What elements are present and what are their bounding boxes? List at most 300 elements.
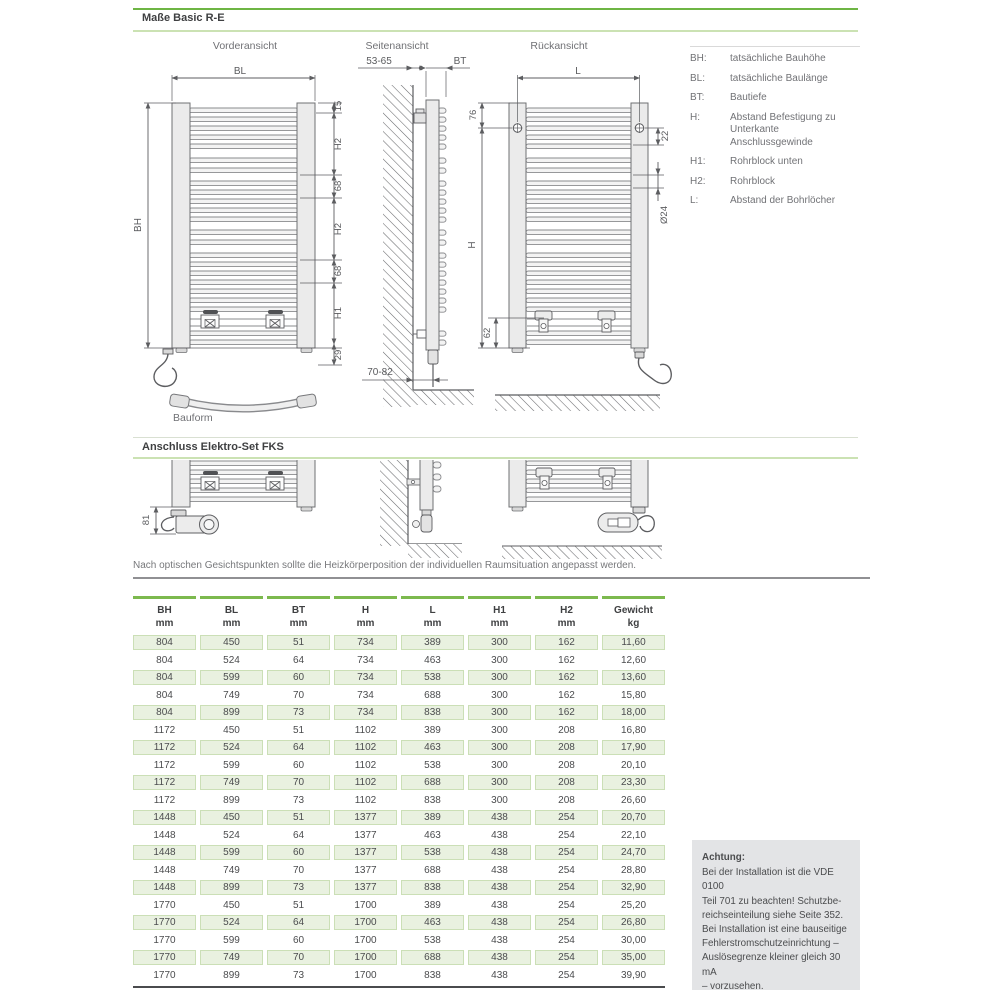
legend-key: BT: [690,92,705,103]
column-label: Gewicht [614,604,653,616]
table-cell: 26,60 [602,793,665,808]
table-cell: 11,60 [602,635,665,650]
anschluss-bottom-rule [133,457,858,459]
table-cell: 1448 [133,810,196,825]
electro-set-knob-inner [204,520,214,530]
table-cell: 254 [535,863,598,878]
table-cell: 389 [401,898,464,913]
table-cell: 1448 [133,863,196,878]
column-label: L [429,604,436,616]
masse-top-rule [133,8,858,10]
dim-label-bh: BH [133,218,144,232]
table-cell: 20,70 [602,810,665,825]
table-bottom-rule [133,986,665,988]
dim-label-81: 81 [141,514,152,526]
table-cell: 838 [401,705,464,720]
table-cell: 60 [267,758,330,773]
table-cell: 1172 [133,775,196,790]
dim-arrow [656,188,661,195]
column-header [133,602,196,633]
table-cell: 1770 [133,950,196,965]
table-cell: 1172 [133,740,196,755]
table-cell: 35,00 [602,950,665,965]
rear-view-title: Rückansicht [530,40,588,52]
column-header [602,602,665,633]
table-cell: 438 [468,828,531,843]
column-unit: mm [356,617,375,629]
table-cell: 538 [401,670,464,685]
table-cell: 450 [200,810,263,825]
table-cell: 804 [133,670,196,685]
table-cell: 20,10 [602,758,665,773]
dim-label-62: 62 [482,327,493,339]
side-heating-element [428,350,438,364]
side-view-title: Seitenansicht [365,40,429,52]
legend-key: H1: [690,156,706,167]
table-cell: 64 [267,828,330,843]
side-collector [426,100,439,350]
wall-anchor [203,310,218,314]
table-cell: 70 [267,863,330,878]
front-left-collector [172,103,190,348]
table-cell: 1172 [133,758,196,773]
table-cell: 438 [468,968,531,983]
table-cell: 51 [267,635,330,650]
warning-line: – vorzusehen. [702,980,764,992]
warning-text [702,866,850,994]
legend-desc: tatsächliche Bauhöhe [730,53,826,64]
table-cell: 438 [468,810,531,825]
table-cell: 162 [535,653,598,668]
column-header [535,602,598,633]
table-cell: 60 [267,933,330,948]
table-cell: 538 [401,845,464,860]
table-cell: 13,60 [602,670,665,685]
table-cell: 1700 [334,968,397,983]
column-header [334,602,397,633]
table-top-bar [334,596,397,599]
dim-label-h2: H2 [333,137,344,151]
column-unit: kg [627,617,640,629]
dim-arrow [446,66,453,71]
table-cell: 28,80 [602,863,665,878]
table-cell: 300 [468,758,531,773]
table-cell: 26,80 [602,915,665,930]
table-cell: 463 [401,740,464,755]
table-cell: 254 [535,950,598,965]
legend-desc: tatsächliche Baulänge [730,72,828,84]
position-note: Nach optischen Gesichtspunkten sollte die Heizkörperposition der individuellen Raumsituation angepasst werden. [133,560,637,571]
front-bracket [266,315,284,328]
masse-section-title: Maße Basic R-E [142,12,225,24]
table-cell: 30,00 [602,933,665,948]
dim-label-68: 68 [333,180,344,192]
table-cell: 438 [468,863,531,878]
table-cell: 749 [200,688,263,703]
dim-label-70-82: 70-82 [367,367,393,378]
table-cell: 524 [200,653,263,668]
table-cell: 254 [535,898,598,913]
table-cell: 524 [200,740,263,755]
table-cell: 599 [200,758,263,773]
wall-hatch [383,85,413,407]
warning-line: Teil 701 zu beachten! Schutzbe- [702,895,842,907]
table-cell: 1770 [133,933,196,948]
power-cable [161,517,174,531]
column-unit: mm [222,617,241,629]
table-top-bar [468,596,531,599]
table-top-bar [602,596,665,599]
warning-line: Fehlerstromschutzeinrichtung – [702,938,839,950]
masse-bottom-rule [133,30,858,32]
column-unit: mm [490,617,509,629]
column-label: BH [157,604,172,616]
table-cell: 389 [401,810,464,825]
column-unit: mm [557,617,576,629]
table-cell: 162 [535,688,598,703]
table-cell: 599 [200,845,263,860]
table-top-bar [535,596,598,599]
table-cell: 524 [200,915,263,930]
table-cell: 838 [401,793,464,808]
table-cell: 899 [200,880,263,895]
table-cell: 25,20 [602,898,665,913]
dimension-table-grid [133,596,665,983]
collector-cap [176,348,187,353]
table-cell: 1770 [133,915,196,930]
table-cell: 208 [535,775,598,790]
fks-rear-fragment [502,460,662,559]
table-cell: 1172 [133,793,196,808]
legend-desc: Abstand Befestigung zu Unterkante Anschlussgewinde [730,111,836,148]
table-cell: 1172 [133,723,196,738]
side-valve [414,109,426,123]
dim-label-h1: H1 [333,306,344,320]
table-cell: 734 [334,653,397,668]
table-cell: 438 [468,845,531,860]
rear-left-collector [509,103,526,348]
column-header [468,602,531,633]
dim-label-68: 68 [333,265,344,277]
table-cell: 1700 [334,915,397,930]
table-cell: 254 [535,968,598,983]
column-unit: mm [423,617,442,629]
table-cell: 39,90 [602,968,665,983]
table-top-bar [401,596,464,599]
column-header [267,602,330,633]
table-cell: 18,00 [602,705,665,720]
table-cell: 1102 [334,758,397,773]
rear-view-drawing [467,66,671,411]
table-cell: 734 [334,670,397,685]
table-cell: 899 [200,968,263,983]
table-cell: 73 [267,705,330,720]
table-cell: 734 [334,705,397,720]
table-cell: 254 [535,880,598,895]
table-cell: 12,60 [602,653,665,668]
table-cell: 804 [133,688,196,703]
column-header [401,602,464,633]
rear-right-collector [631,103,648,348]
table-cell: 688 [401,688,464,703]
table-cell: 734 [334,688,397,703]
table-cell: 254 [535,933,598,948]
column-label: BT [291,604,306,616]
table-cell: 438 [468,898,531,913]
table-cell: 749 [200,863,263,878]
cable-gland [163,349,173,354]
table-cell: 300 [468,670,531,685]
table-cell: 804 [133,653,196,668]
table-cell: 60 [267,670,330,685]
table-cell: 254 [535,845,598,860]
table-cell: 64 [267,653,330,668]
table-cell: 51 [267,723,330,738]
table-cell: 450 [200,898,263,913]
table-cell: 51 [267,898,330,913]
column-label: BL [224,604,239,616]
table-cell: 64 [267,740,330,755]
table-cell: 1102 [334,723,397,738]
dimension-drawing [130,35,680,433]
note-rule [133,577,870,579]
fks-side-fragment [380,460,462,558]
table-cell: 1102 [334,775,397,790]
column-unit: mm [155,617,174,629]
floor-hatch [495,395,660,411]
table-cell: 688 [401,950,464,965]
table-cell: 524 [200,828,263,843]
floor-hatch [502,546,662,559]
power-cable [638,358,671,383]
table-cell: 438 [468,950,531,965]
table-cell: 1770 [133,968,196,983]
table-cell: 300 [468,635,531,650]
table-cell: 463 [401,915,464,930]
table-cell: 1448 [133,845,196,860]
front-rungs [189,108,298,345]
table-cell: 208 [535,793,598,808]
table-cell: 73 [267,968,330,983]
floor-hatch [413,390,474,405]
fks-drawing [130,460,680,560]
table-cell: 1102 [334,793,397,808]
table-cell: 438 [468,880,531,895]
rear-bracket [535,311,552,332]
table-cell: 162 [535,635,598,650]
table-cell: 450 [200,635,263,650]
power-cable [154,354,176,386]
table-cell: 538 [401,758,464,773]
front-view-title: Vorderansicht [212,40,278,52]
warning-line: Bei der Installation ist die VDE 0100 [702,867,834,893]
legend-desc: Rohrblock unten [730,156,803,167]
table-cell: 24,70 [602,845,665,860]
front-view-drawing [133,66,344,386]
column-label: H2 [560,604,573,616]
bauform-end-cap [169,394,190,409]
dim-label-53-65: 53-65 [366,56,392,67]
table-cell: 463 [401,653,464,668]
table-cell: 804 [133,635,196,650]
table-cell: 1700 [334,950,397,965]
table-top-bar [267,596,330,599]
table-cell: 389 [401,635,464,650]
dim-arrow [420,66,427,71]
table-cell: 688 [401,775,464,790]
table-cell: 60 [267,845,330,860]
dim-label-h2: H2 [333,222,344,236]
anschluss-section-title: Anschluss Elektro-Set FKS [142,441,284,453]
table-cell: 1377 [334,810,397,825]
table-cell: 1700 [334,933,397,948]
table-cell: 734 [334,635,397,650]
warning-line: Bei Installation ist eine bauseitige [702,924,847,936]
table-cell: 300 [468,653,531,668]
table-top-bar [133,596,196,599]
warning-line: reichseinteilung siehe Seite 352. [702,909,844,921]
legend-key: BH: [690,53,707,64]
electro-element [421,515,432,532]
table-top-bar [200,596,263,599]
warning-box [692,840,860,990]
bauform-label: Bauform [173,412,213,424]
table-cell: 208 [535,740,598,755]
table-cell: 1770 [133,898,196,913]
table-cell: 254 [535,915,598,930]
legend-desc: Abstand der Bohrlöcher [730,195,836,206]
fks-front-fragment [141,460,315,534]
table-cell: 70 [267,688,330,703]
table-cell: 1700 [334,898,397,913]
legend-list [690,53,862,208]
side-view-drawing [358,56,474,407]
table-cell: 208 [535,723,598,738]
table-cell: 23,30 [602,775,665,790]
warning-line: Auslösegrenze kleiner gleich 30 mA [702,952,841,978]
legend-desc: Bautiefe [730,92,767,103]
dim-arrow [407,66,414,71]
table-cell: 463 [401,828,464,843]
column-label: H1 [493,604,506,616]
table-cell: 389 [401,723,464,738]
column-unit: mm [289,617,308,629]
table-cell: 64 [267,915,330,930]
table-cell: 538 [401,933,464,948]
table-cell: 300 [468,740,531,755]
legend-desc: Rohrblock [730,175,776,187]
table-cell: 300 [468,705,531,720]
bauform-end-cap [296,394,317,409]
table-cell: 162 [535,705,598,720]
table-cell: 32,90 [602,880,665,895]
table-cell: 838 [401,880,464,895]
electro-connector [171,510,186,516]
table-cell: 16,80 [602,723,665,738]
table-cell: 70 [267,775,330,790]
anschluss-top-rule [133,437,858,438]
table-cell: 22,10 [602,828,665,843]
table-cell: 254 [535,810,598,825]
table-cell: 73 [267,793,330,808]
table-cell: 450 [200,723,263,738]
column-header [200,602,263,633]
dim-label-h: H [467,241,478,249]
dim-label-l: L [575,66,581,77]
dim-label-bl: BL [233,66,247,77]
legend-key: BL: [690,72,706,84]
dim-label-76: 76 [468,109,479,121]
table-cell: 1377 [334,845,397,860]
table-cell: 899 [200,705,263,720]
table-cell: 1377 [334,880,397,895]
table-cell: 300 [468,688,531,703]
collector-cap [512,348,523,353]
front-right-collector [297,103,315,348]
dim-label-bt: BT [453,56,467,67]
dim-label-dia24: Ø24 [659,206,670,224]
cable-gland [635,352,644,358]
table-cell: 17,90 [602,740,665,755]
table-cell: 1448 [133,828,196,843]
table-cell: 1377 [334,863,397,878]
table-cell: 300 [468,775,531,790]
dim-label-15: 15 [333,100,344,112]
dimension-table [133,596,665,988]
legend-key: L: [690,195,699,206]
dim-label-22: 22 [660,130,671,142]
table-cell: 70 [267,950,330,965]
rear-bracket [598,311,615,332]
table-cell: 51 [267,810,330,825]
table-cell: 438 [468,915,531,930]
table-cell: 599 [200,933,263,948]
collector-cap [301,348,312,353]
table-cell: 688 [401,863,464,878]
table-cell: 438 [468,933,531,948]
dim-arrow [433,378,440,383]
table-cell: 208 [535,758,598,773]
table-cell: 15,80 [602,688,665,703]
legend-divider [690,46,860,47]
table-cell: 599 [200,670,263,685]
table-cell: 899 [200,793,263,808]
legend-key: H2: [690,175,706,187]
table-cell: 749 [200,950,263,965]
table-cell: 1448 [133,880,196,895]
dim-label-29: 29 [333,349,344,361]
table-cell: 1377 [334,828,397,843]
bauform-drawing [169,394,317,409]
table-cell: 749 [200,775,263,790]
rear-rungs [526,108,632,345]
wall-anchor [268,310,283,314]
dim-arrow [656,169,661,176]
table-cell: 1102 [334,740,397,755]
power-cable [638,516,654,532]
table-cell: 804 [133,705,196,720]
warning-title: Achtung: [702,852,745,863]
table-cell: 73 [267,880,330,895]
column-label: H [361,604,370,616]
table-cell: 300 [468,723,531,738]
table-cell: 300 [468,793,531,808]
table-cell: 162 [535,670,598,685]
front-bracket [201,315,219,328]
side-lower-bracket [413,330,426,338]
table-cell: 254 [535,828,598,843]
legend-key: H: [690,111,700,123]
